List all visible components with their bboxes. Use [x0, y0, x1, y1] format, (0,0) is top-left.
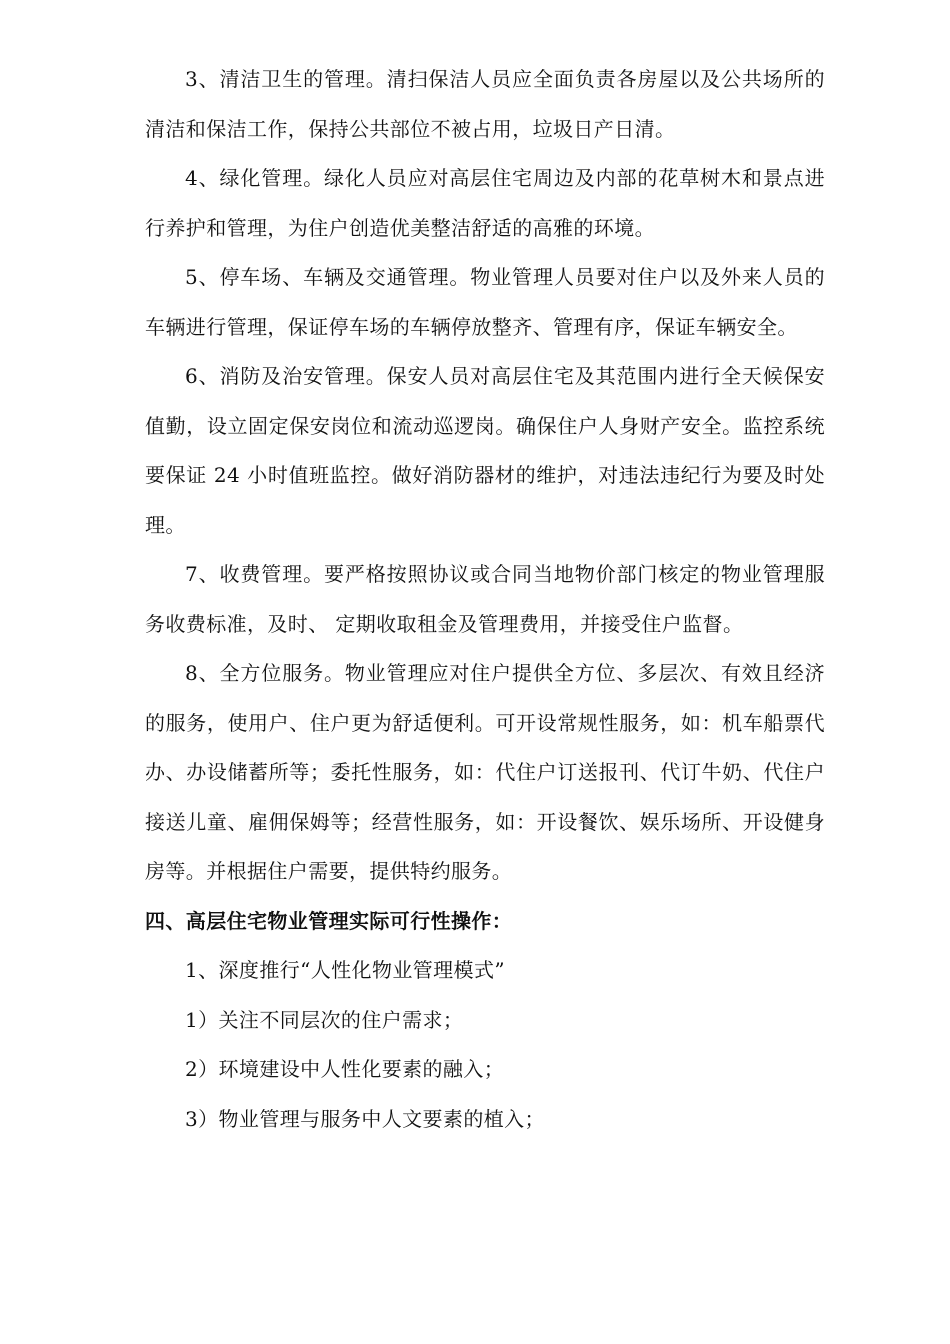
list-item: 1）关注不同层次的住户需求； — [185, 1007, 464, 1032]
document-body — [145, 55, 825, 1144]
list-item: 3）物业管理与服务中人文要素的植入； — [185, 1106, 545, 1131]
list-item: 1、深度推行“人性化物业管理模式” — [185, 958, 505, 982]
paragraph-services: 8、全方位服务。物业管理应对住户提供全方位、多层次、有效且经济的服务，使用户、住户更为舒适便利。可开设常规性服务，如：机车船票代办、办设储蓄所等；委托性服务，如：代住户订送报刊、代订牛奶、代住户接送儿童、雇佣保姆等；经营性服务，如：开设餐饮、娱乐场所、开设健身房等。并根据住户需要，提供特约服务。 — [145, 661, 825, 883]
paragraph-cleaning: 3、清洁卫生的管理。清扫保洁人员应全面负责各房屋以及公共场所的清洁和保洁工作，保持公共部位不被占用，垃圾日产日清。 — [145, 67, 825, 141]
list-item: 2）环境建设中人性化要素的融入； — [185, 1057, 505, 1081]
paragraph-greening: 4、绿化管理。绿化人员应对高层住宅周边及内部的花草树木和景点进行养护和管理，为住户创造优美整洁舒适的高雅的环境。 — [145, 166, 825, 240]
paragraph-security: 6、消防及治安管理。保安人员对高层住宅及其范围内进行全天候保安值勤，设立固定保安岗位和流动巡逻岗。确保住户人身财产安全。监控系统要保证 24 小时值班监控。做好消防器材的维护，对违法违纪行为要及时处理。 — [145, 364, 825, 537]
paragraph-fees: 7、收费管理。要严格按照协议或合同当地物价部门核定的物业管理服务收费标准，及时、 定期收取租金及管理费用，并接受住户监督。 — [145, 562, 825, 636]
paragraph-parking: 5、停车场、车辆及交通管理。物业管理人员要对住户以及外来人员的车辆进行管理，保证停车场的车辆停放整齐、管理有序，保证车辆安全。 — [145, 265, 825, 339]
section-heading: 四、高层住宅物业管理实际可行性操作： — [145, 908, 513, 933]
